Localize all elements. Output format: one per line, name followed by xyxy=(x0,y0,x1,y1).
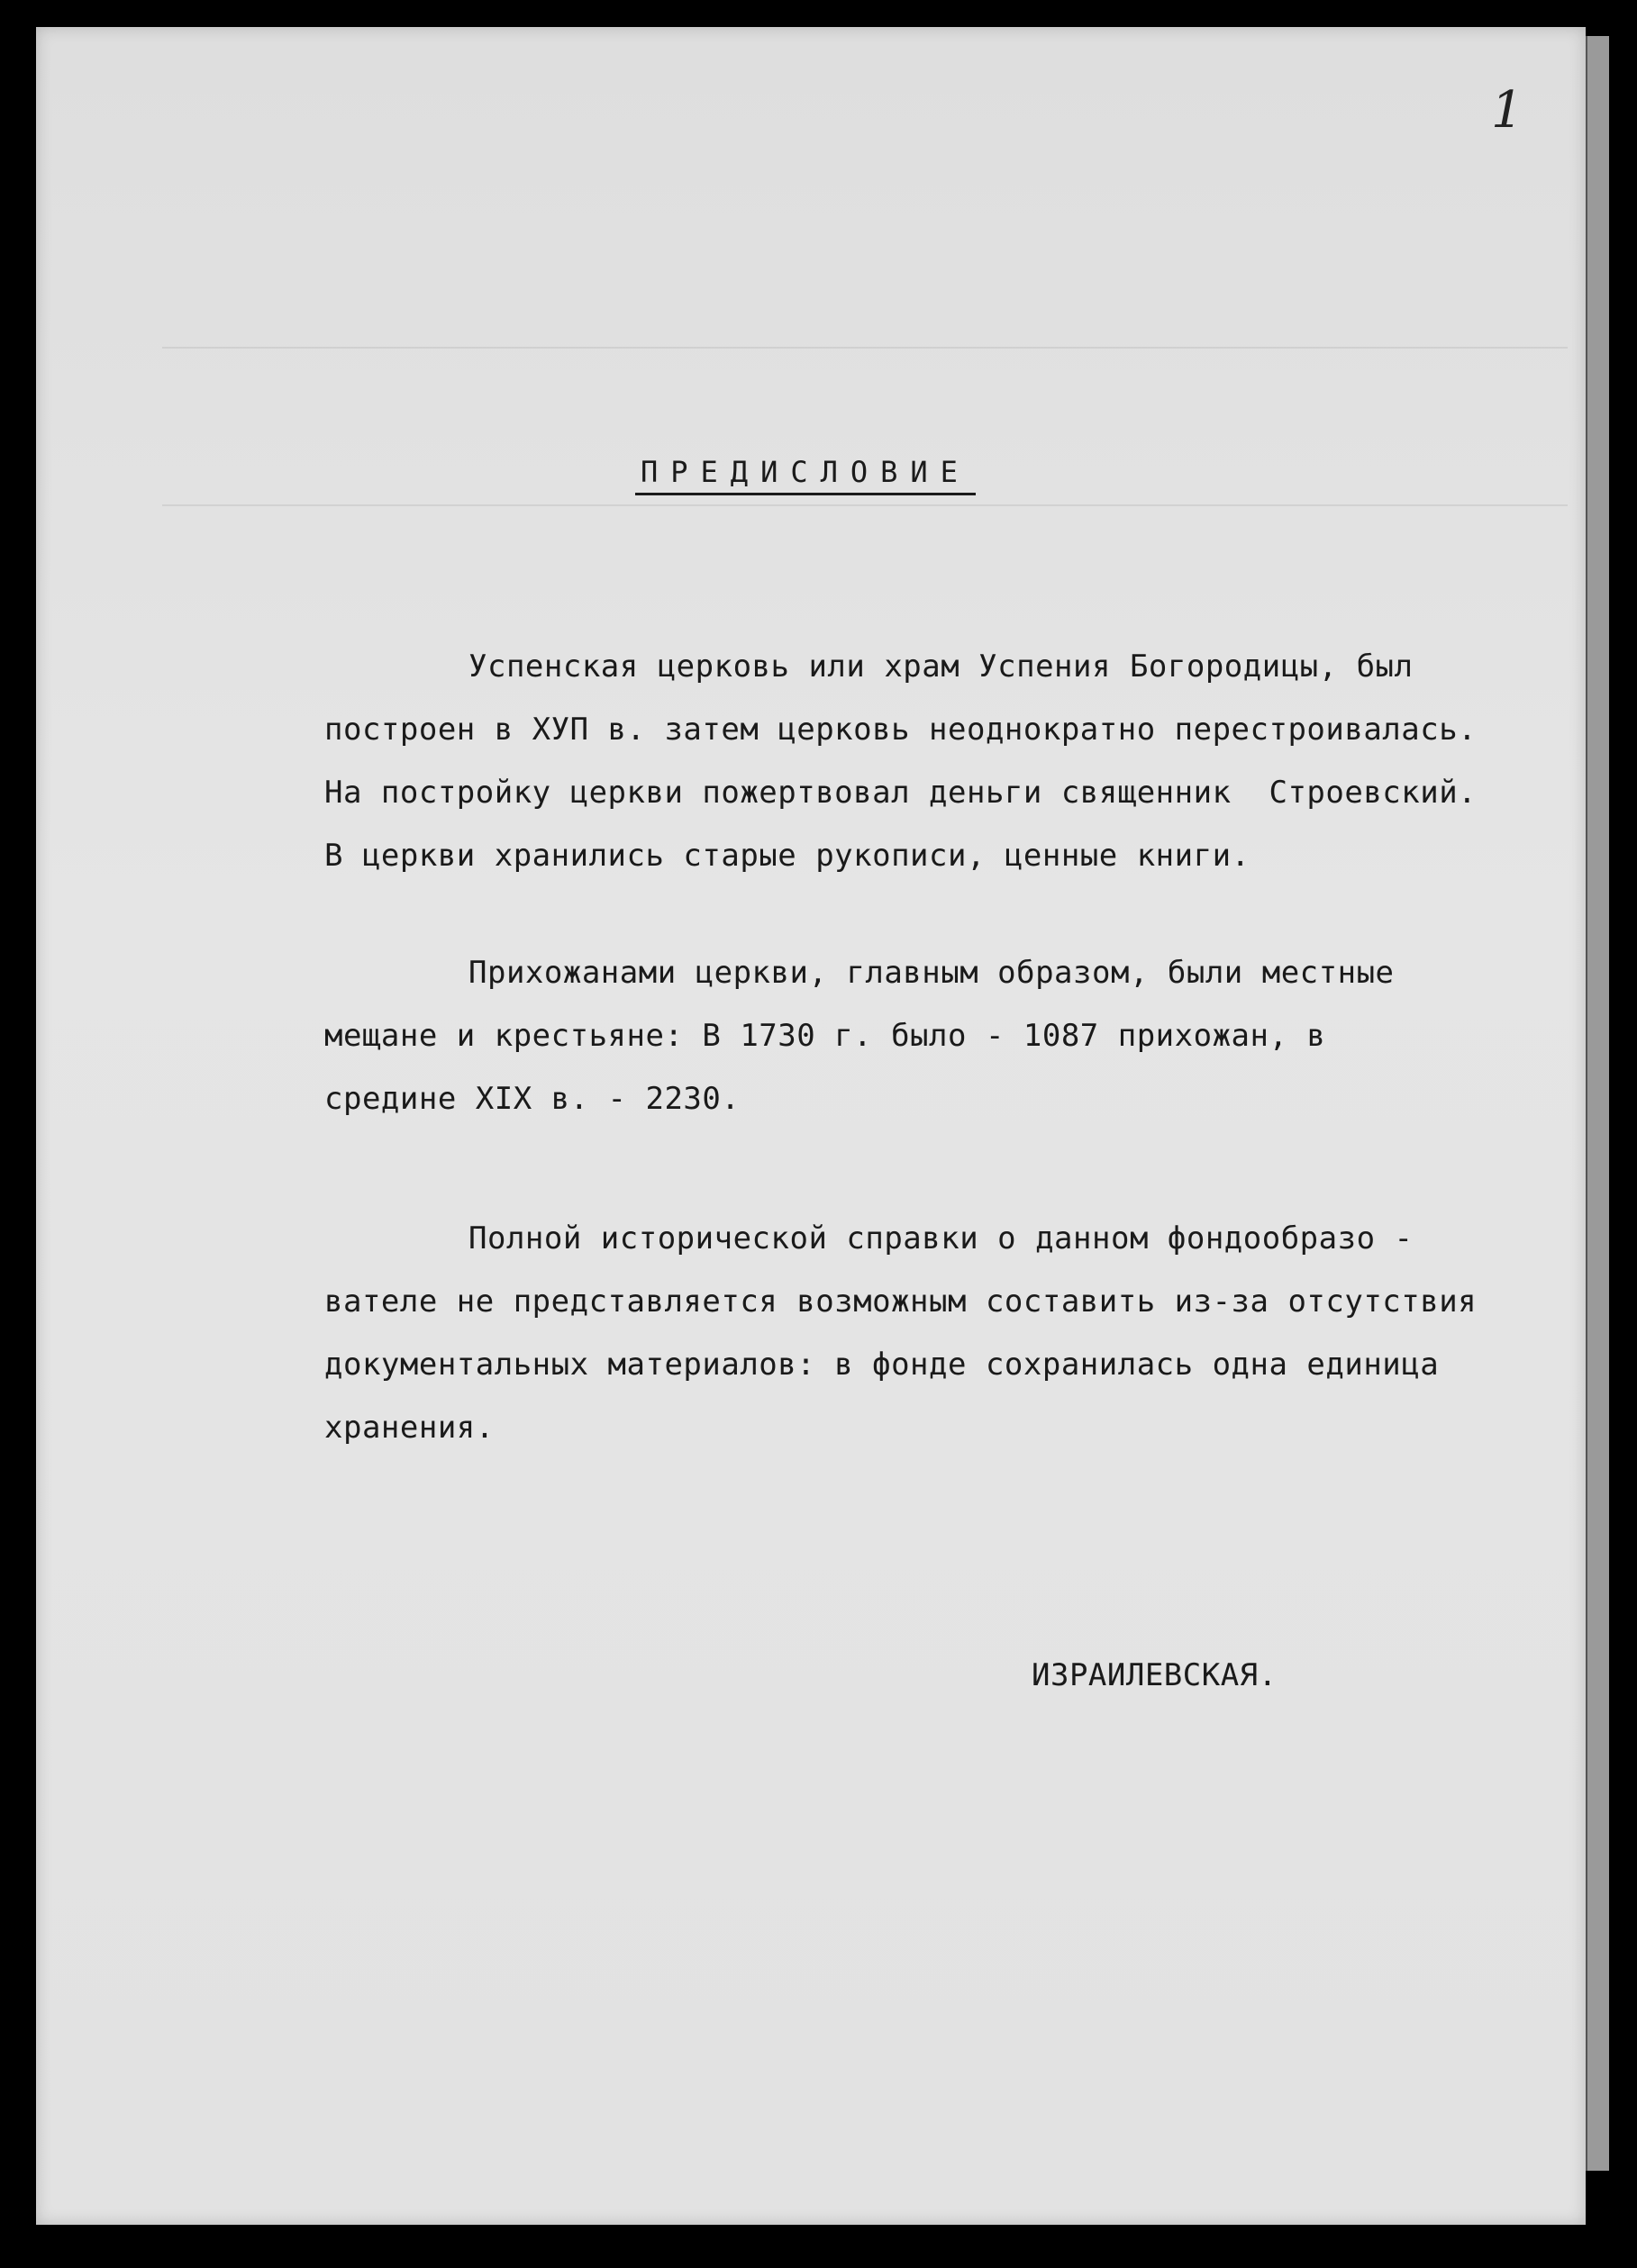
paragraph-3-line-4: хранения. xyxy=(324,1410,495,1446)
paragraph-3-line-2: вателе не представляется возможным составить из-за отсутствия xyxy=(324,1284,1478,1320)
document-page xyxy=(36,27,1586,2225)
bleed-through-rule xyxy=(162,347,1568,349)
page-edge xyxy=(1586,36,1609,2171)
paragraph-2-line-1: Прихожанами церкви, главным образом, были местные xyxy=(468,955,1395,991)
document-title: ПРЕДИСЛОВИЕ xyxy=(635,455,976,495)
paragraph-3-line-1: Полной исторической справки о данном фондообразо - xyxy=(468,1220,1414,1256)
paragraph-1-line-3: На постройку церкви пожертвовал деньги священник Строевский. xyxy=(324,775,1478,811)
bleed-through-rule xyxy=(162,504,1568,506)
paragraph-1-line-1: Успенская церковь или храм Успения Богородицы, был xyxy=(468,649,1414,685)
page-number: 1 xyxy=(1491,81,1523,140)
paragraph-2-line-2: мещане и крестьяне: В 1730 г. было - 1087 прихожан, в xyxy=(324,1018,1326,1054)
paragraph-3-line-3: документальных материалов: в фонде сохранилась одна единица xyxy=(324,1347,1440,1383)
paragraph-1-line-4: В церкви хранились старые рукописи, ценные книги. xyxy=(324,838,1250,874)
signature: ИЗРАИЛЕВСКАЯ. xyxy=(1032,1657,1278,1693)
paragraph-2-line-3: средине XIX в. - 2230. xyxy=(324,1081,741,1117)
paragraph-1-line-2: построен в ХУП в. затем церковь неоднократно перестроивалась. xyxy=(324,712,1478,748)
